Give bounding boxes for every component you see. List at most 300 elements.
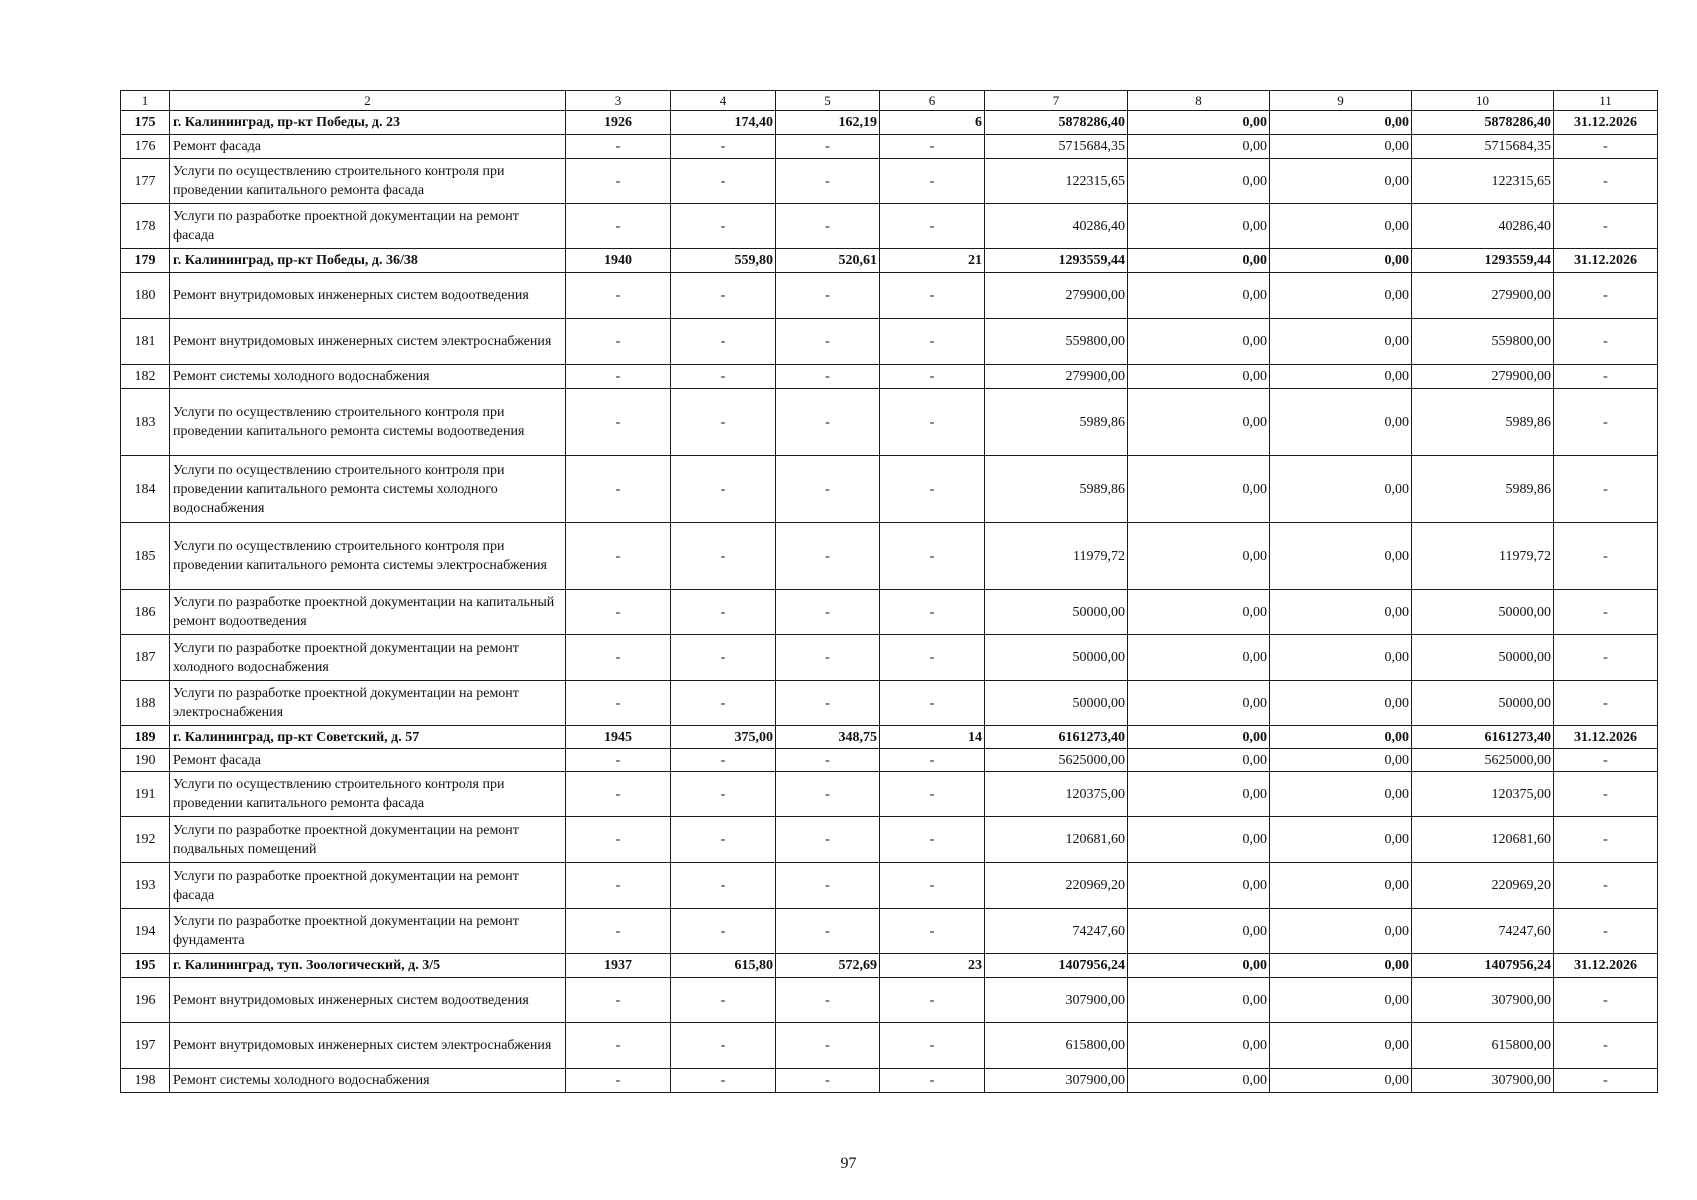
value-cell: - (776, 365, 880, 389)
header-cell: 11 (1554, 91, 1658, 111)
description-cell: Услуги по разработке проектной документации на ремонт холодного водоснабжения (170, 635, 566, 681)
value-cell: 0,00 (1128, 681, 1270, 726)
value-cell: 0,00 (1270, 817, 1412, 863)
value-cell: 120375,00 (1412, 772, 1554, 817)
row-number-cell: 175 (121, 111, 170, 135)
description-cell: Ремонт внутридомовых инженерных систем водоотведения (170, 978, 566, 1023)
value-cell: - (776, 523, 880, 590)
value-cell: 0,00 (1270, 273, 1412, 319)
value-cell: 5625000,00 (1412, 749, 1554, 772)
value-cell: 6161273,40 (1412, 726, 1554, 749)
row-number-cell: 178 (121, 204, 170, 249)
value-cell: 307900,00 (985, 1069, 1128, 1093)
work-item-row (121, 523, 1658, 590)
value-cell: - (776, 389, 880, 456)
row-number-cell: 194 (121, 909, 170, 954)
value-cell: - (671, 135, 776, 159)
value-cell: - (671, 978, 776, 1023)
value-cell: - (671, 1069, 776, 1093)
value-cell: 50000,00 (985, 590, 1128, 635)
row-number-cell: 183 (121, 389, 170, 456)
value-cell: 5989,86 (1412, 456, 1554, 523)
value-cell: - (671, 635, 776, 681)
value-cell: 0,00 (1270, 726, 1412, 749)
value-cell: - (671, 204, 776, 249)
row-number-cell: 189 (121, 726, 170, 749)
value-cell: 1940 (566, 249, 671, 273)
value-cell: 5989,86 (985, 456, 1128, 523)
value-cell: 0,00 (1270, 249, 1412, 273)
work-item-row (121, 1023, 1658, 1069)
row-number-cell: 181 (121, 319, 170, 365)
value-cell: 40286,40 (1412, 204, 1554, 249)
value-cell: - (566, 319, 671, 365)
value-cell: - (1554, 863, 1658, 909)
row-number-cell: 179 (121, 249, 170, 273)
value-cell: 0,00 (1128, 817, 1270, 863)
value-cell: - (880, 817, 985, 863)
value-cell: 0,00 (1270, 749, 1412, 772)
value-cell: 0,00 (1270, 635, 1412, 681)
header-cell: 4 (671, 91, 776, 111)
value-cell: 220969,20 (985, 863, 1128, 909)
work-item-row (121, 204, 1658, 249)
value-cell: - (880, 1069, 985, 1093)
description-cell: Услуги по разработке проектной документации на ремонт электроснабжения (170, 681, 566, 726)
row-number-cell: 177 (121, 159, 170, 204)
value-cell: 375,00 (671, 726, 776, 749)
value-cell: - (1554, 365, 1658, 389)
value-cell: - (880, 456, 985, 523)
value-cell: 0,00 (1128, 319, 1270, 365)
description-cell: Ремонт системы холодного водоснабжения (170, 365, 566, 389)
address-row (121, 111, 1658, 135)
work-item-row (121, 772, 1658, 817)
work-item-row (121, 749, 1658, 772)
value-cell: - (776, 204, 880, 249)
value-cell: - (566, 273, 671, 319)
value-cell: - (671, 590, 776, 635)
value-cell: - (880, 204, 985, 249)
work-item-row (121, 817, 1658, 863)
value-cell: 615,80 (671, 954, 776, 978)
description-cell: Услуги по осуществлению строительного контроля при проведении капитального ремонта системы электроснабжения (170, 523, 566, 590)
value-cell: 122315,65 (985, 159, 1128, 204)
value-cell: 5878286,40 (985, 111, 1128, 135)
value-cell: 559800,00 (985, 319, 1128, 365)
value-cell: 279900,00 (1412, 273, 1554, 319)
value-cell: - (776, 863, 880, 909)
value-cell: 0,00 (1128, 389, 1270, 456)
value-cell: 572,69 (776, 954, 880, 978)
value-cell: 0,00 (1270, 204, 1412, 249)
row-number-cell: 186 (121, 590, 170, 635)
value-cell: 307900,00 (985, 978, 1128, 1023)
value-cell: - (1554, 681, 1658, 726)
value-cell: 50000,00 (985, 681, 1128, 726)
value-cell: 0,00 (1270, 159, 1412, 204)
value-cell: - (880, 135, 985, 159)
value-cell: 559800,00 (1412, 319, 1554, 365)
work-item-row (121, 909, 1658, 954)
value-cell: - (776, 635, 880, 681)
header-cell: 6 (880, 91, 985, 111)
description-cell: Ремонт внутридомовых инженерных систем электроснабжения (170, 1023, 566, 1069)
value-cell: 0,00 (1128, 1069, 1270, 1093)
value-cell: 1407956,24 (985, 954, 1128, 978)
value-cell: 31.12.2026 (1554, 726, 1658, 749)
value-cell: - (776, 772, 880, 817)
value-cell: 0,00 (1270, 1023, 1412, 1069)
header-cell: 5 (776, 91, 880, 111)
value-cell: - (671, 273, 776, 319)
value-cell: - (671, 365, 776, 389)
value-cell: - (776, 1069, 880, 1093)
value-cell: 31.12.2026 (1554, 954, 1658, 978)
table-body (121, 111, 1658, 1093)
value-cell: 40286,40 (985, 204, 1128, 249)
row-number-cell: 195 (121, 954, 170, 978)
value-cell: - (1554, 635, 1658, 681)
row-number-cell: 182 (121, 365, 170, 389)
description-cell: Услуги по разработке проектной документации на ремонт фасада (170, 204, 566, 249)
value-cell: 0,00 (1128, 159, 1270, 204)
value-cell: - (566, 817, 671, 863)
value-cell: - (776, 456, 880, 523)
value-cell: - (671, 772, 776, 817)
value-cell: - (776, 135, 880, 159)
value-cell: - (880, 749, 985, 772)
value-cell: 0,00 (1128, 863, 1270, 909)
description-cell: г. Калининград, пр-кт Советский, д. 57 (170, 726, 566, 749)
work-item-row (121, 456, 1658, 523)
row-number-cell: 197 (121, 1023, 170, 1069)
work-item-row (121, 135, 1658, 159)
value-cell: 0,00 (1128, 135, 1270, 159)
value-cell: - (1554, 772, 1658, 817)
header-cell: 7 (985, 91, 1128, 111)
value-cell: 174,40 (671, 111, 776, 135)
value-cell: 6 (880, 111, 985, 135)
column-number-row (121, 91, 1658, 111)
work-item-row (121, 365, 1658, 389)
value-cell: - (1554, 817, 1658, 863)
work-item-row (121, 389, 1658, 456)
value-cell: - (776, 319, 880, 365)
value-cell: 0,00 (1128, 523, 1270, 590)
value-cell: 0,00 (1270, 1069, 1412, 1093)
description-cell: Услуги по разработке проектной документации на ремонт фундамента (170, 909, 566, 954)
value-cell: 0,00 (1270, 978, 1412, 1023)
value-cell: 122315,65 (1412, 159, 1554, 204)
work-item-row (121, 319, 1658, 365)
work-item-row (121, 635, 1658, 681)
value-cell: - (776, 1023, 880, 1069)
value-cell: 0,00 (1128, 978, 1270, 1023)
value-cell: 0,00 (1128, 273, 1270, 319)
value-cell: - (566, 523, 671, 590)
value-cell: 0,00 (1128, 249, 1270, 273)
value-cell: 0,00 (1270, 135, 1412, 159)
row-number-cell: 192 (121, 817, 170, 863)
value-cell: - (1554, 389, 1658, 456)
value-cell: 11979,72 (1412, 523, 1554, 590)
capital-repair-table (120, 90, 1658, 1093)
value-cell: 0,00 (1270, 111, 1412, 135)
value-cell: 0,00 (1270, 863, 1412, 909)
value-cell: - (776, 590, 880, 635)
value-cell: - (776, 978, 880, 1023)
value-cell: 5989,86 (985, 389, 1128, 456)
value-cell: 50000,00 (1412, 590, 1554, 635)
address-row (121, 954, 1658, 978)
row-number-cell: 184 (121, 456, 170, 523)
value-cell: 5715684,35 (985, 135, 1128, 159)
value-cell: 0,00 (1270, 365, 1412, 389)
value-cell: - (1554, 590, 1658, 635)
description-cell: Услуги по осуществлению строительного контроля при проведении капитального ремонта системы водоотведения (170, 389, 566, 456)
description-cell: Услуги по осуществлению строительного контроля при проведении капитального ремонта фасада (170, 772, 566, 817)
value-cell: - (880, 319, 985, 365)
value-cell: - (776, 273, 880, 319)
value-cell: 0,00 (1270, 319, 1412, 365)
value-cell: - (880, 273, 985, 319)
value-cell: - (776, 817, 880, 863)
header-cell: 8 (1128, 91, 1270, 111)
value-cell: 307900,00 (1412, 1069, 1554, 1093)
work-item-row (121, 273, 1658, 319)
value-cell: - (776, 681, 880, 726)
value-cell: - (566, 749, 671, 772)
value-cell: - (1554, 523, 1658, 590)
value-cell: - (566, 772, 671, 817)
address-row (121, 726, 1658, 749)
row-number-cell: 176 (121, 135, 170, 159)
header-cell: 10 (1412, 91, 1554, 111)
value-cell: - (880, 365, 985, 389)
value-cell: - (1554, 1069, 1658, 1093)
value-cell: 1407956,24 (1412, 954, 1554, 978)
header-cell: 1 (121, 91, 170, 111)
value-cell: 5625000,00 (985, 749, 1128, 772)
value-cell: - (1554, 909, 1658, 954)
description-cell: Услуги по осуществлению строительного контроля при проведении капитального ремонта фасада (170, 159, 566, 204)
value-cell: - (566, 135, 671, 159)
value-cell: 0,00 (1270, 909, 1412, 954)
value-cell: - (671, 909, 776, 954)
value-cell: 307900,00 (1412, 978, 1554, 1023)
value-cell: 1937 (566, 954, 671, 978)
header-cell: 2 (170, 91, 566, 111)
work-item-row (121, 159, 1658, 204)
value-cell: 0,00 (1270, 523, 1412, 590)
value-cell: - (1554, 749, 1658, 772)
value-cell: 0,00 (1270, 681, 1412, 726)
row-number-cell: 190 (121, 749, 170, 772)
value-cell: - (776, 749, 880, 772)
description-cell: Ремонт внутридомовых инженерных систем электроснабжения (170, 319, 566, 365)
value-cell: - (880, 523, 985, 590)
value-cell: 14 (880, 726, 985, 749)
value-cell: 74247,60 (985, 909, 1128, 954)
work-item-row (121, 863, 1658, 909)
value-cell: 50000,00 (1412, 635, 1554, 681)
value-cell: - (1554, 273, 1658, 319)
value-cell: - (566, 681, 671, 726)
value-cell: - (671, 749, 776, 772)
value-cell: 615800,00 (985, 1023, 1128, 1069)
description-cell: г. Калининград, туп. Зоологический, д. 3/5 (170, 954, 566, 978)
value-cell: - (671, 1023, 776, 1069)
value-cell: - (880, 681, 985, 726)
value-cell: - (566, 1069, 671, 1093)
value-cell: - (566, 909, 671, 954)
value-cell: 1926 (566, 111, 671, 135)
value-cell: - (566, 1023, 671, 1069)
value-cell: - (1554, 135, 1658, 159)
description-cell: г. Калининград, пр-кт Победы, д. 36/38 (170, 249, 566, 273)
row-number-cell: 193 (121, 863, 170, 909)
value-cell: - (776, 909, 880, 954)
value-cell: 0,00 (1128, 590, 1270, 635)
value-cell: - (671, 817, 776, 863)
value-cell: - (671, 159, 776, 204)
value-cell: 0,00 (1128, 954, 1270, 978)
value-cell: 120375,00 (985, 772, 1128, 817)
description-cell: Услуги по разработке проектной документации на ремонт фасада (170, 863, 566, 909)
value-cell: 1945 (566, 726, 671, 749)
value-cell: - (671, 523, 776, 590)
value-cell: 0,00 (1128, 772, 1270, 817)
row-number-cell: 188 (121, 681, 170, 726)
value-cell: - (671, 863, 776, 909)
work-item-row (121, 1069, 1658, 1093)
value-cell: - (880, 389, 985, 456)
value-cell: 0,00 (1128, 726, 1270, 749)
description-cell: Услуги по разработке проектной документации на ремонт подвальных помещений (170, 817, 566, 863)
work-item-row (121, 681, 1658, 726)
value-cell: 520,61 (776, 249, 880, 273)
value-cell: 279900,00 (1412, 365, 1554, 389)
value-cell: 31.12.2026 (1554, 249, 1658, 273)
value-cell: - (671, 389, 776, 456)
value-cell: 279900,00 (985, 273, 1128, 319)
value-cell: 50000,00 (985, 635, 1128, 681)
row-number-cell: 196 (121, 978, 170, 1023)
work-item-row (121, 978, 1658, 1023)
address-row (121, 249, 1658, 273)
value-cell: 348,75 (776, 726, 880, 749)
value-cell: 6161273,40 (985, 726, 1128, 749)
description-cell: г. Калининград, пр-кт Победы, д. 23 (170, 111, 566, 135)
value-cell: 0,00 (1270, 590, 1412, 635)
value-cell: - (880, 1023, 985, 1069)
value-cell: 0,00 (1270, 954, 1412, 978)
row-number-cell: 180 (121, 273, 170, 319)
value-cell: - (566, 590, 671, 635)
value-cell: - (566, 635, 671, 681)
row-number-cell: 198 (121, 1069, 170, 1093)
value-cell: 0,00 (1128, 635, 1270, 681)
value-cell: - (1554, 204, 1658, 249)
value-cell: 5715684,35 (1412, 135, 1554, 159)
description-cell: Ремонт фасада (170, 135, 566, 159)
value-cell: - (1554, 319, 1658, 365)
value-cell: 1293559,44 (1412, 249, 1554, 273)
value-cell: 0,00 (1128, 1023, 1270, 1069)
value-cell: - (566, 204, 671, 249)
value-cell: - (1554, 159, 1658, 204)
row-number-cell: 191 (121, 772, 170, 817)
description-cell: Ремонт системы холодного водоснабжения (170, 1069, 566, 1093)
value-cell: - (566, 863, 671, 909)
value-cell: - (1554, 978, 1658, 1023)
value-cell: 31.12.2026 (1554, 111, 1658, 135)
value-cell: 279900,00 (985, 365, 1128, 389)
value-cell: 559,80 (671, 249, 776, 273)
value-cell: 615800,00 (1412, 1023, 1554, 1069)
value-cell: 0,00 (1128, 365, 1270, 389)
value-cell: - (566, 456, 671, 523)
value-cell: 0,00 (1128, 204, 1270, 249)
value-cell: - (880, 978, 985, 1023)
header-cell: 9 (1270, 91, 1412, 111)
value-cell: - (566, 365, 671, 389)
work-item-row (121, 590, 1658, 635)
row-number-cell: 185 (121, 523, 170, 590)
value-cell: 74247,60 (1412, 909, 1554, 954)
row-number-cell: 187 (121, 635, 170, 681)
value-cell: 220969,20 (1412, 863, 1554, 909)
value-cell: 0,00 (1270, 456, 1412, 523)
value-cell: - (880, 909, 985, 954)
value-cell: - (880, 635, 985, 681)
value-cell: 0,00 (1128, 456, 1270, 523)
description-cell: Услуги по осуществлению строительного контроля при проведении капитального ремонта системы холодного водоснабжения (170, 456, 566, 523)
value-cell: - (566, 978, 671, 1023)
value-cell: - (566, 389, 671, 456)
value-cell: 0,00 (1270, 772, 1412, 817)
value-cell: - (566, 159, 671, 204)
value-cell: - (880, 772, 985, 817)
value-cell: 120681,60 (1412, 817, 1554, 863)
value-cell: - (776, 159, 880, 204)
value-cell: - (1554, 456, 1658, 523)
header-cell: 3 (566, 91, 671, 111)
description-cell: Ремонт фасада (170, 749, 566, 772)
value-cell: - (671, 681, 776, 726)
value-cell: 23 (880, 954, 985, 978)
description-cell: Услуги по разработке проектной документации на капитальный ремонт водоотведения (170, 590, 566, 635)
value-cell: 0,00 (1128, 749, 1270, 772)
value-cell: - (880, 159, 985, 204)
value-cell: 1293559,44 (985, 249, 1128, 273)
value-cell: 5878286,40 (1412, 111, 1554, 135)
value-cell: - (671, 456, 776, 523)
description-cell: Ремонт внутридомовых инженерных систем водоотведения (170, 273, 566, 319)
value-cell: - (880, 590, 985, 635)
value-cell: - (880, 863, 985, 909)
value-cell: 120681,60 (985, 817, 1128, 863)
value-cell: 0,00 (1270, 389, 1412, 456)
value-cell: 0,00 (1128, 111, 1270, 135)
value-cell: 21 (880, 249, 985, 273)
value-cell: - (671, 319, 776, 365)
value-cell: 162,19 (776, 111, 880, 135)
value-cell: 5989,86 (1412, 389, 1554, 456)
value-cell: 0,00 (1128, 909, 1270, 954)
value-cell: 11979,72 (985, 523, 1128, 590)
